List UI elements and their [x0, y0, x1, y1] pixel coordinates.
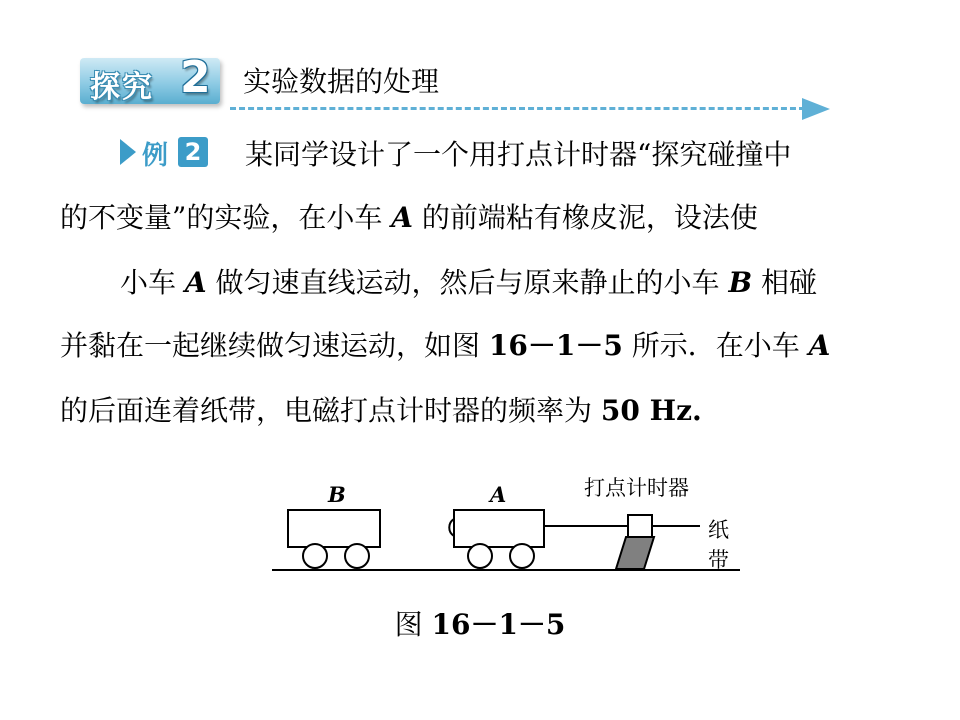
- text-segment: 的后面连着纸带，电磁打点计时器的频率为: [60, 394, 601, 427]
- label-cart-b: B: [328, 482, 346, 507]
- figure-ref: 16－1－5: [488, 329, 623, 362]
- text-segment: 所示．在小车: [622, 329, 809, 362]
- caption-prefix: 图: [394, 608, 432, 641]
- variable-a: A: [808, 329, 831, 362]
- section-header: [80, 52, 820, 122]
- text-segment: 某同学设计了一个用打点计时器“探究碰撞中: [245, 138, 792, 171]
- section-badge: [80, 52, 220, 105]
- label-tape: 纸带: [708, 518, 729, 572]
- cart-b-wheel: [345, 544, 369, 568]
- variable-a: A: [184, 266, 207, 299]
- badge-text: 探究: [90, 70, 154, 105]
- cart-a-body: [454, 510, 544, 547]
- experiment-figure: [268, 470, 748, 590]
- text-segment: 相碰: [752, 266, 818, 299]
- play-triangle-icon: [120, 139, 136, 165]
- variable-b: B: [728, 266, 753, 299]
- arrow-right-icon: [802, 98, 830, 120]
- paragraph-line-5: [60, 393, 702, 429]
- frequency-value: 50 Hz.: [600, 394, 702, 427]
- paragraph-line-2: [60, 200, 758, 236]
- label-cart-a: A: [490, 482, 507, 507]
- text-segment: 做匀速直线运动，然后与原来静止的小车: [206, 266, 729, 299]
- paragraph-line-4: [60, 328, 830, 364]
- header-dashed-line: [230, 107, 805, 110]
- paragraph-line-3: [120, 265, 817, 301]
- example-tag: [120, 135, 212, 169]
- cart-a-wheel: [468, 544, 492, 568]
- paragraph-line-1: [245, 137, 791, 173]
- text-segment: 的前端粘有橡皮泥，设法使: [412, 201, 758, 234]
- cart-b-wheel: [303, 544, 327, 568]
- text-segment: 小车: [120, 266, 185, 299]
- timer-box: [628, 515, 652, 537]
- variable-a: A: [391, 201, 413, 234]
- text-segment: 的不变量”的实验，在小车: [60, 201, 392, 234]
- cart-a-wheel: [510, 544, 534, 568]
- caption-number: 16－1－5: [431, 608, 566, 641]
- figure-caption: [0, 603, 960, 643]
- example-label: 例: [142, 141, 169, 171]
- badge-number: 2: [180, 52, 211, 103]
- timer-stand: [616, 537, 654, 569]
- example-number: 2: [178, 137, 208, 167]
- text-segment: 并黏在一起继续做匀速运动，如图: [60, 329, 489, 362]
- cart-b-body: [288, 510, 380, 547]
- section-title: 实验数据的处理: [243, 65, 440, 98]
- label-timer: 打点计时器: [584, 476, 689, 500]
